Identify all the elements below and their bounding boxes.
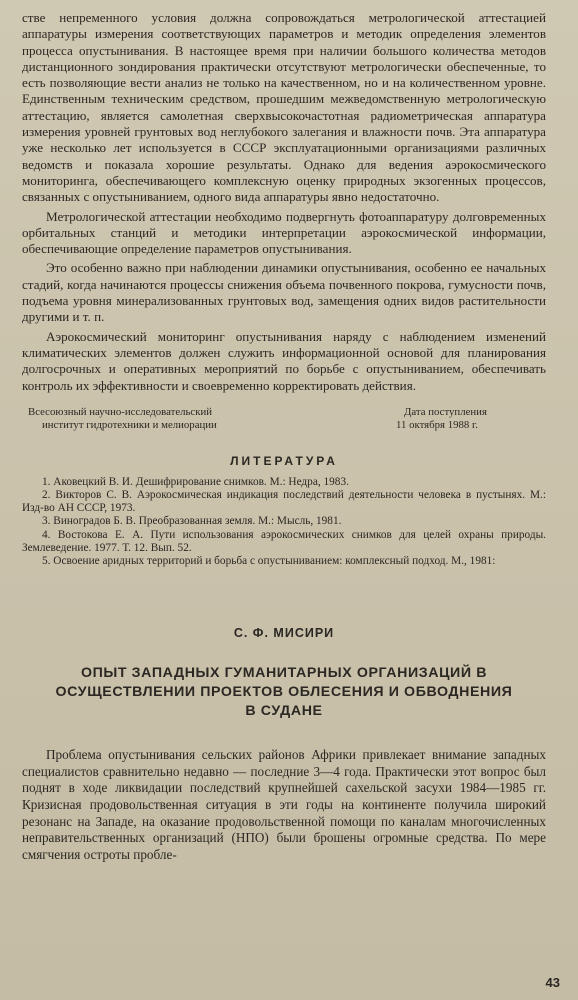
date-value: 11 октября 1988 г. [396,418,478,431]
institute-affiliation [28,406,288,432]
institute-line-1: Всесоюзный научно-исследовательский [28,405,213,418]
reference-item: 1. Аковецкий В. И. Дешифрирование снимков. М.: Недра, 1983. [42,475,349,488]
continued-article-text [22,10,546,394]
article-body [22,747,546,863]
date-label: Дата поступления [404,405,487,418]
paragraph-intro: Проблема опустынивания сельских районов Африки привлекает внимание западных специалистов сравнительно недавно — последние 3—4 года. Практически этот вопрос был поднят в ходе ликвидации последствий крупнейшей сахельской засухи 1984—1985 гг. Кризисная продовольственная ситуация в эти годы на континенте получила широкий резонанс на Западе, на оказание продовольственной помощи по каналам многочисленных неправительственных организаций (НПО) были брошены огромные средства. По мере смягчения остроты пробле- [22,747,546,862]
article-title-line-3: В СУДАНЕ [245,703,323,720]
reference-item: 5. Освоение аридных территорий и борьба с опустыниванием: комплексный подход. М., 1981: [42,555,496,568]
paragraph-metrology: стве непременного условия должна сопровождаться метрологической аттестацией аппаратуры измерения соответствующих параметров и методик определения элементов процесса опустынивания. В настоящее время при наличии большого количества методов дистанционного зондирования практически отсутствуют метрологически обеспеченные, то есть позволяющие вести анализ не только на качественном, но и на количественном уровне. Единственным техническим средством, прошедшим межведомственную метрологическую аттестацию, является самолетная сверхвысокочастотная радиометрическая аппаратура измерения уровней грунтовых вод неглубокого залегания и влажности почв. Эта аппаратура уже несколько лет используется в СССР эксплуатационными организациями различных ведомств и показала хорошие результаты. Однако для ведения аэрокосмического мониторинга, обеспечивающего комплексную оценку природных экзогенных процессов, связанных с опустыниванием, одного вида аппаратуры явно недостаточно. [22,10,546,205]
article-title [22,664,546,721]
reference-item: 4. Востокова Е. А. Пути использования аэрокосмических снимков для целей охраны природы. Землеведение. 1977. Т. 12. Вып. 52. [22,528,546,554]
literature-heading: ЛИТЕРАТУРА [230,453,338,468]
reference-item: 2. Викторов С. В. Аэрокосмическая индикация последствий деятельности человека в пустынях. М.: Изд-во АН СССР, 1973. [22,489,546,515]
paragraph-dynamics: Это особенно важно при наблюдении динамики опустынивания, особенно ее начальных стадий, когда начинаются процессы снижения объема почвенного покрова, гумусности почв, подъема уровня минерализованных грунтовых вод, замещения одних видов растительности другими и т. п. [22,260,546,325]
institute-line-2: институт гидротехники и мелиорации [42,418,217,431]
reference-item: 3. Виноградов Б. В. Преобразованная земля. М.: Мысль, 1981. [42,515,342,528]
signature-block [22,406,546,432]
reference-list [22,476,546,568]
received-date [396,406,546,432]
paragraph-attestation: Метрологической аттестации необходимо подвергнуть фотоаппаратуру долговременных орбитальных станций и методики интерпретации аэрокосмической информации, обеспечивающие определение параметров опустынивания. [22,208,546,257]
article-title-line-2: ОСУЩЕСТВЛЕНИИ ПРОЕКТОВ ОБЛЕСЕНИЯ И ОБВОДНЕНИЯ [55,684,513,701]
article-author: С. Ф. МИСИРИ [233,626,335,641]
paragraph-monitoring: Аэрокосмический мониторинг опустынивания наряду с наблюдением изменений климатических элементов должен служить информационной основой для планирования долгосрочных и оперативных мероприятий по борьбе с опустыниванием, обеспечивать контроль их эффективности и своевременно корректировать действия. [22,328,546,393]
article-title-line-1: ОПЫТ ЗАПАДНЫХ ГУМАНИТАРНЫХ ОРГАНИЗАЦИЙ В [80,665,488,682]
page-number: 43 [545,975,560,990]
